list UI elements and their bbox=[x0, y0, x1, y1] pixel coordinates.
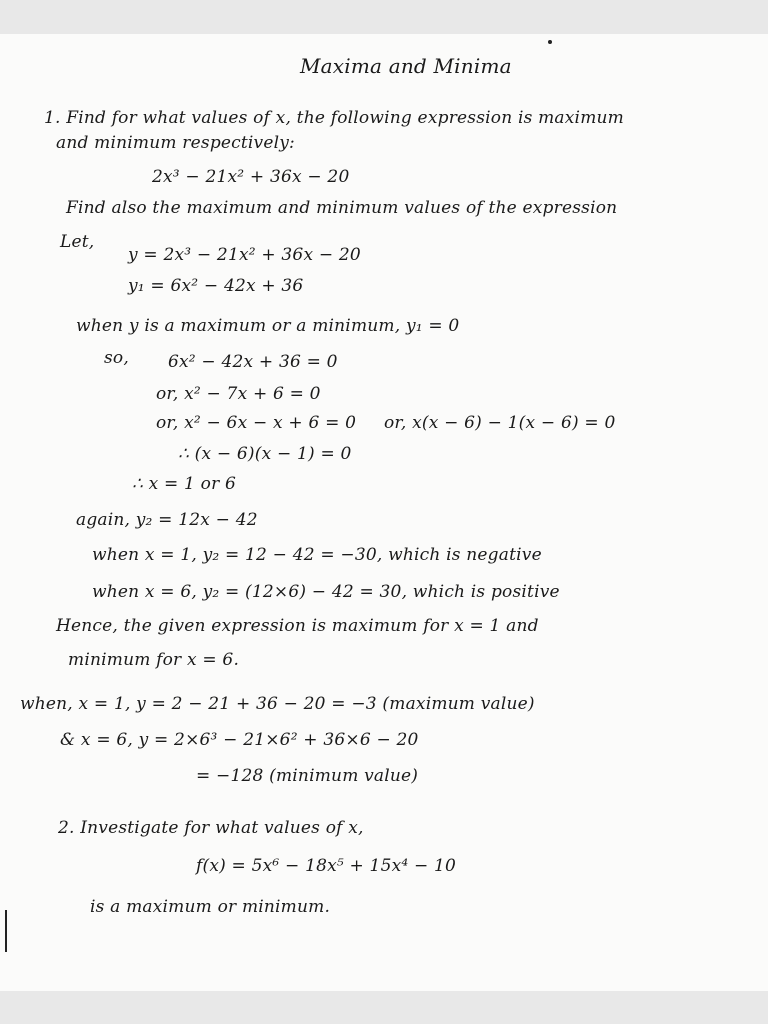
second-derivative: again, y₂ = 12x − 42 bbox=[76, 510, 258, 530]
problem2-statement-line1: 2. Investigate for what values of x, bbox=[58, 818, 364, 838]
max-value-calc: when, x = 1, y = 2 − 21 + 36 − 20 = −3 (maximum value) bbox=[20, 694, 535, 714]
equation-step4: ∴ (x − 6)(x − 1) = 0 bbox=[178, 444, 352, 464]
conclusion-line2: minimum for x = 6. bbox=[68, 650, 240, 670]
equation-step2: or, x² − 7x + 6 = 0 bbox=[156, 384, 321, 404]
min-value-result: = −128 (minimum value) bbox=[196, 766, 419, 786]
case-x1: when x = 1, y₂ = 12 − 42 = −30, which is negative bbox=[92, 545, 542, 565]
case-x6: when x = 6, y₂ = (12×6) − 42 = 30, which is positive bbox=[92, 582, 560, 602]
equation-step5: ∴ x = 1 or 6 bbox=[132, 474, 237, 494]
ink-dot bbox=[548, 40, 552, 44]
conclusion-line1: Hence, the given expression is maximum for x = 1 and bbox=[56, 616, 539, 636]
equation-step3b: or, x(x − 6) − 1(x − 6) = 0 bbox=[384, 413, 616, 433]
problem1-statement-line3: Find also the maximum and minimum values of the expression bbox=[66, 198, 618, 218]
max-min-condition: when y is a maximum or a minimum, y₁ = 0 bbox=[76, 316, 460, 336]
equation-step1: 6x² − 42x + 36 = 0 bbox=[168, 352, 338, 372]
min-value-calc: & x = 6, y = 2×6³ − 21×6² + 36×6 − 20 bbox=[60, 730, 419, 750]
y1-definition: y₁ = 6x² − 42x + 36 bbox=[128, 276, 304, 296]
margin-line bbox=[5, 910, 7, 952]
problem1-statement-line2: and minimum respectively: bbox=[56, 133, 295, 153]
problem2-statement-line2: is a maximum or minimum. bbox=[90, 897, 331, 917]
y-definition: y = 2x³ − 21x² + 36x − 20 bbox=[128, 245, 361, 265]
problem1-statement-line1: 1. Find for what values of x, the following expression is maximum bbox=[44, 108, 624, 128]
so-label: so, bbox=[104, 348, 129, 368]
equation-step3: or, x² − 6x − x + 6 = 0 bbox=[156, 413, 357, 433]
problem2-function: f(x) = 5x⁶ − 18x⁵ + 15x⁴ − 10 bbox=[196, 856, 457, 876]
problem1-expression: 2x³ − 21x² + 36x − 20 bbox=[152, 167, 350, 187]
let-label: Let, bbox=[60, 232, 95, 252]
page-title: Maxima and Minima bbox=[300, 54, 512, 78]
